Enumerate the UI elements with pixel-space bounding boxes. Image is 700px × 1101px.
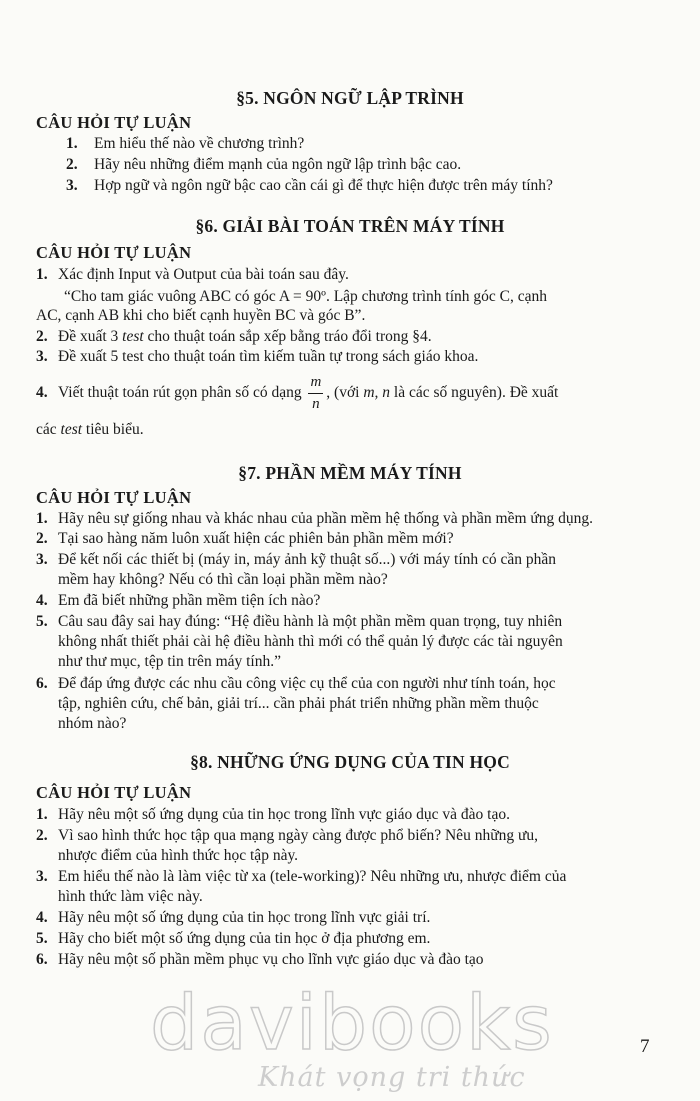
- question-number: 6.: [36, 675, 48, 692]
- question-number: 6.: [36, 951, 48, 968]
- question-text: Hãy nêu những điểm mạnh của ngôn ngữ lập trình bậc cao.: [94, 156, 462, 173]
- s7-question-3-cont: mềm hay không? Nếu có thì cần loại phần mềm nào?: [58, 571, 388, 588]
- section-7-title: §7. PHẦN MỀM MÁY TÍNH: [238, 463, 462, 483]
- fraction-numerator: m: [308, 375, 323, 394]
- question-number: 3.: [36, 348, 48, 365]
- s7-question-5-cont: không nhất thiết phải cài hệ điều hành thì mới có thể quản lý được các tài nguyên: [58, 633, 563, 650]
- question-number: 5.: [36, 613, 48, 630]
- page-number: 7: [640, 1036, 650, 1057]
- s8-question-3: [36, 868, 566, 886]
- s7-question-1: [36, 510, 593, 528]
- question-text: các: [36, 421, 61, 438]
- s7-question-2: [36, 530, 454, 548]
- question-number: 4.: [36, 909, 48, 926]
- s7-question-5-cont: như thư mục, tệp tin trên máy tính.”: [58, 653, 281, 670]
- s6-question-2: [36, 328, 432, 346]
- italic-term: test: [122, 328, 144, 345]
- question-text: Xác định Input và Output của bài toán sau đây.: [58, 266, 349, 283]
- fraction-m-over-n: [308, 375, 323, 412]
- question-number: 3.: [36, 551, 48, 568]
- italic-term: m, n: [363, 384, 391, 401]
- question-text: , (với: [326, 384, 364, 401]
- question-text: Em đã biết những phần mềm tiện ích nào?: [58, 592, 321, 609]
- s6-question-4-cont: [36, 421, 144, 439]
- s6-question-4: [36, 374, 558, 412]
- section-8-subheading: CÂU HỎI TỰ LUẬN: [36, 783, 192, 802]
- watermark-brand: davibooks: [150, 978, 554, 1067]
- question-number: 1.: [36, 806, 48, 823]
- s8-question-2: [36, 827, 538, 845]
- question-number: 5.: [36, 930, 48, 947]
- s8-question-4: [36, 909, 430, 927]
- s5-question-2: [66, 156, 461, 174]
- question-text: cho thuật toán sắp xếp bằng tráo đổi trong §4.: [143, 328, 432, 345]
- s6-question-3: [36, 348, 478, 366]
- question-text: Câu sau đây sai hay đúng: “Hệ điều hành là một phần mềm quan trọng, tuy nhiên: [58, 613, 563, 630]
- question-number: 2.: [36, 530, 48, 547]
- s7-question-6-cont: nhóm nào?: [58, 715, 127, 732]
- fraction-denominator: n: [312, 395, 320, 412]
- section-7-subheading: CÂU HỎI TỰ LUẬN: [36, 488, 192, 507]
- question-text: là các số nguyên). Đề xuất: [390, 384, 559, 401]
- question-text: Viết thuật toán rút gọn phân số có dạng: [58, 384, 302, 401]
- question-text: Hãy nêu một số ứng dụng của tin học trong lĩnh vực giải trí.: [58, 909, 431, 926]
- question-text: Hãy nêu một số phần mềm phục vụ cho lĩnh vực giáo dục và đào tạo: [58, 951, 484, 968]
- question-number: 3.: [36, 868, 48, 885]
- question-text: Em hiểu thế nào là làm việc từ xa (tele-working)? Nêu những ưu, nhược điểm của: [58, 868, 567, 885]
- question-number: 1.: [36, 266, 48, 283]
- s7-question-5: [36, 613, 562, 631]
- question-text: Để kết nối các thiết bị (máy in, máy ảnh kỹ thuật số...) với máy tính có cần phần: [58, 551, 557, 568]
- question-text: Vì sao hình thức học tập qua mạng ngày càng được phổ biến? Nêu những ưu,: [58, 827, 538, 844]
- question-number: 1.: [66, 135, 78, 152]
- question-number: 1.: [36, 510, 48, 527]
- watermark-tagline: Khát vọng tri thức: [258, 1062, 526, 1093]
- section-8-title: §8. NHỮNG ỨNG DỤNG CỦA TIN HỌC: [190, 752, 510, 772]
- question-text: Để đáp ứng được các nhu cầu công việc cụ thể của con người như tính toán, học: [58, 675, 556, 692]
- section-6-title: §6. GIẢI BÀI TOÁN TRÊN MÁY TÍNH: [195, 216, 505, 236]
- question-number: 4.: [36, 384, 48, 401]
- question-number: 2.: [36, 328, 48, 345]
- section-5-subheading: CÂU HỎI TỰ LUẬN: [36, 113, 192, 132]
- question-text: Tại sao hàng năm luôn xuất hiện các phiên bản phần mềm mới?: [58, 530, 454, 547]
- question-number: 4.: [36, 592, 48, 609]
- section-5-title: §5. NGÔN NGỮ LẬP TRÌNH: [236, 88, 464, 108]
- section-6-subheading: CÂU HỎI TỰ LUẬN: [36, 243, 192, 262]
- s5-question-1: [66, 135, 304, 153]
- s7-question-4: [36, 592, 320, 610]
- s8-question-3-cont: hình thức làm việc này.: [58, 888, 203, 905]
- question-number: 2.: [66, 156, 78, 173]
- question-number: 2.: [36, 827, 48, 844]
- question-text: Đề xuất 5 test cho thuật toán tìm kiếm tuần tự trong sách giáo khoa.: [58, 348, 479, 365]
- s5-question-3: [66, 177, 553, 195]
- s7-question-6-cont: tập, nghiên cứu, chế bản, giải trí... cần phải phát triển những phần mềm thuộc: [58, 695, 539, 712]
- question-number: 3.: [66, 177, 78, 194]
- s7-question-3: [36, 551, 556, 569]
- question-text: Hãy nêu một số ứng dụng của tin học trong lĩnh vực giáo dục và đào tạo.: [58, 806, 510, 823]
- question-text: Đề xuất 3: [58, 328, 123, 345]
- question-text: tiêu biểu.: [82, 421, 144, 438]
- question-text: Hợp ngữ và ngôn ngữ bậc cao cần cái gì để thực hiện được trên máy tính?: [94, 177, 553, 194]
- italic-term: test: [60, 421, 83, 438]
- s8-question-1: [36, 806, 510, 824]
- s7-question-6: [36, 675, 556, 693]
- s6-question-1-quote-line: “Cho tam giác vuông ABC có góc A = 90º. Lập chương trình tính góc C, cạnh: [64, 288, 548, 305]
- question-text: Em hiểu thế nào về chương trình?: [94, 135, 305, 152]
- question-text: Hãy nêu sự giống nhau và khác nhau của phần mềm hệ thống và phần mềm ứng dụng.: [58, 510, 594, 527]
- s6-question-1-quote-line: AC, cạnh AB khi cho biết cạnh huyền BC và góc B”.: [36, 307, 366, 324]
- question-text: Hãy cho biết một số ứng dụng của tin học ở địa phương em.: [58, 930, 431, 947]
- s8-question-5: [36, 930, 430, 948]
- s8-question-2-cont: nhược điểm của hình thức học tập này.: [58, 847, 299, 864]
- s6-question-1: [36, 266, 349, 284]
- s8-question-6: [36, 951, 484, 969]
